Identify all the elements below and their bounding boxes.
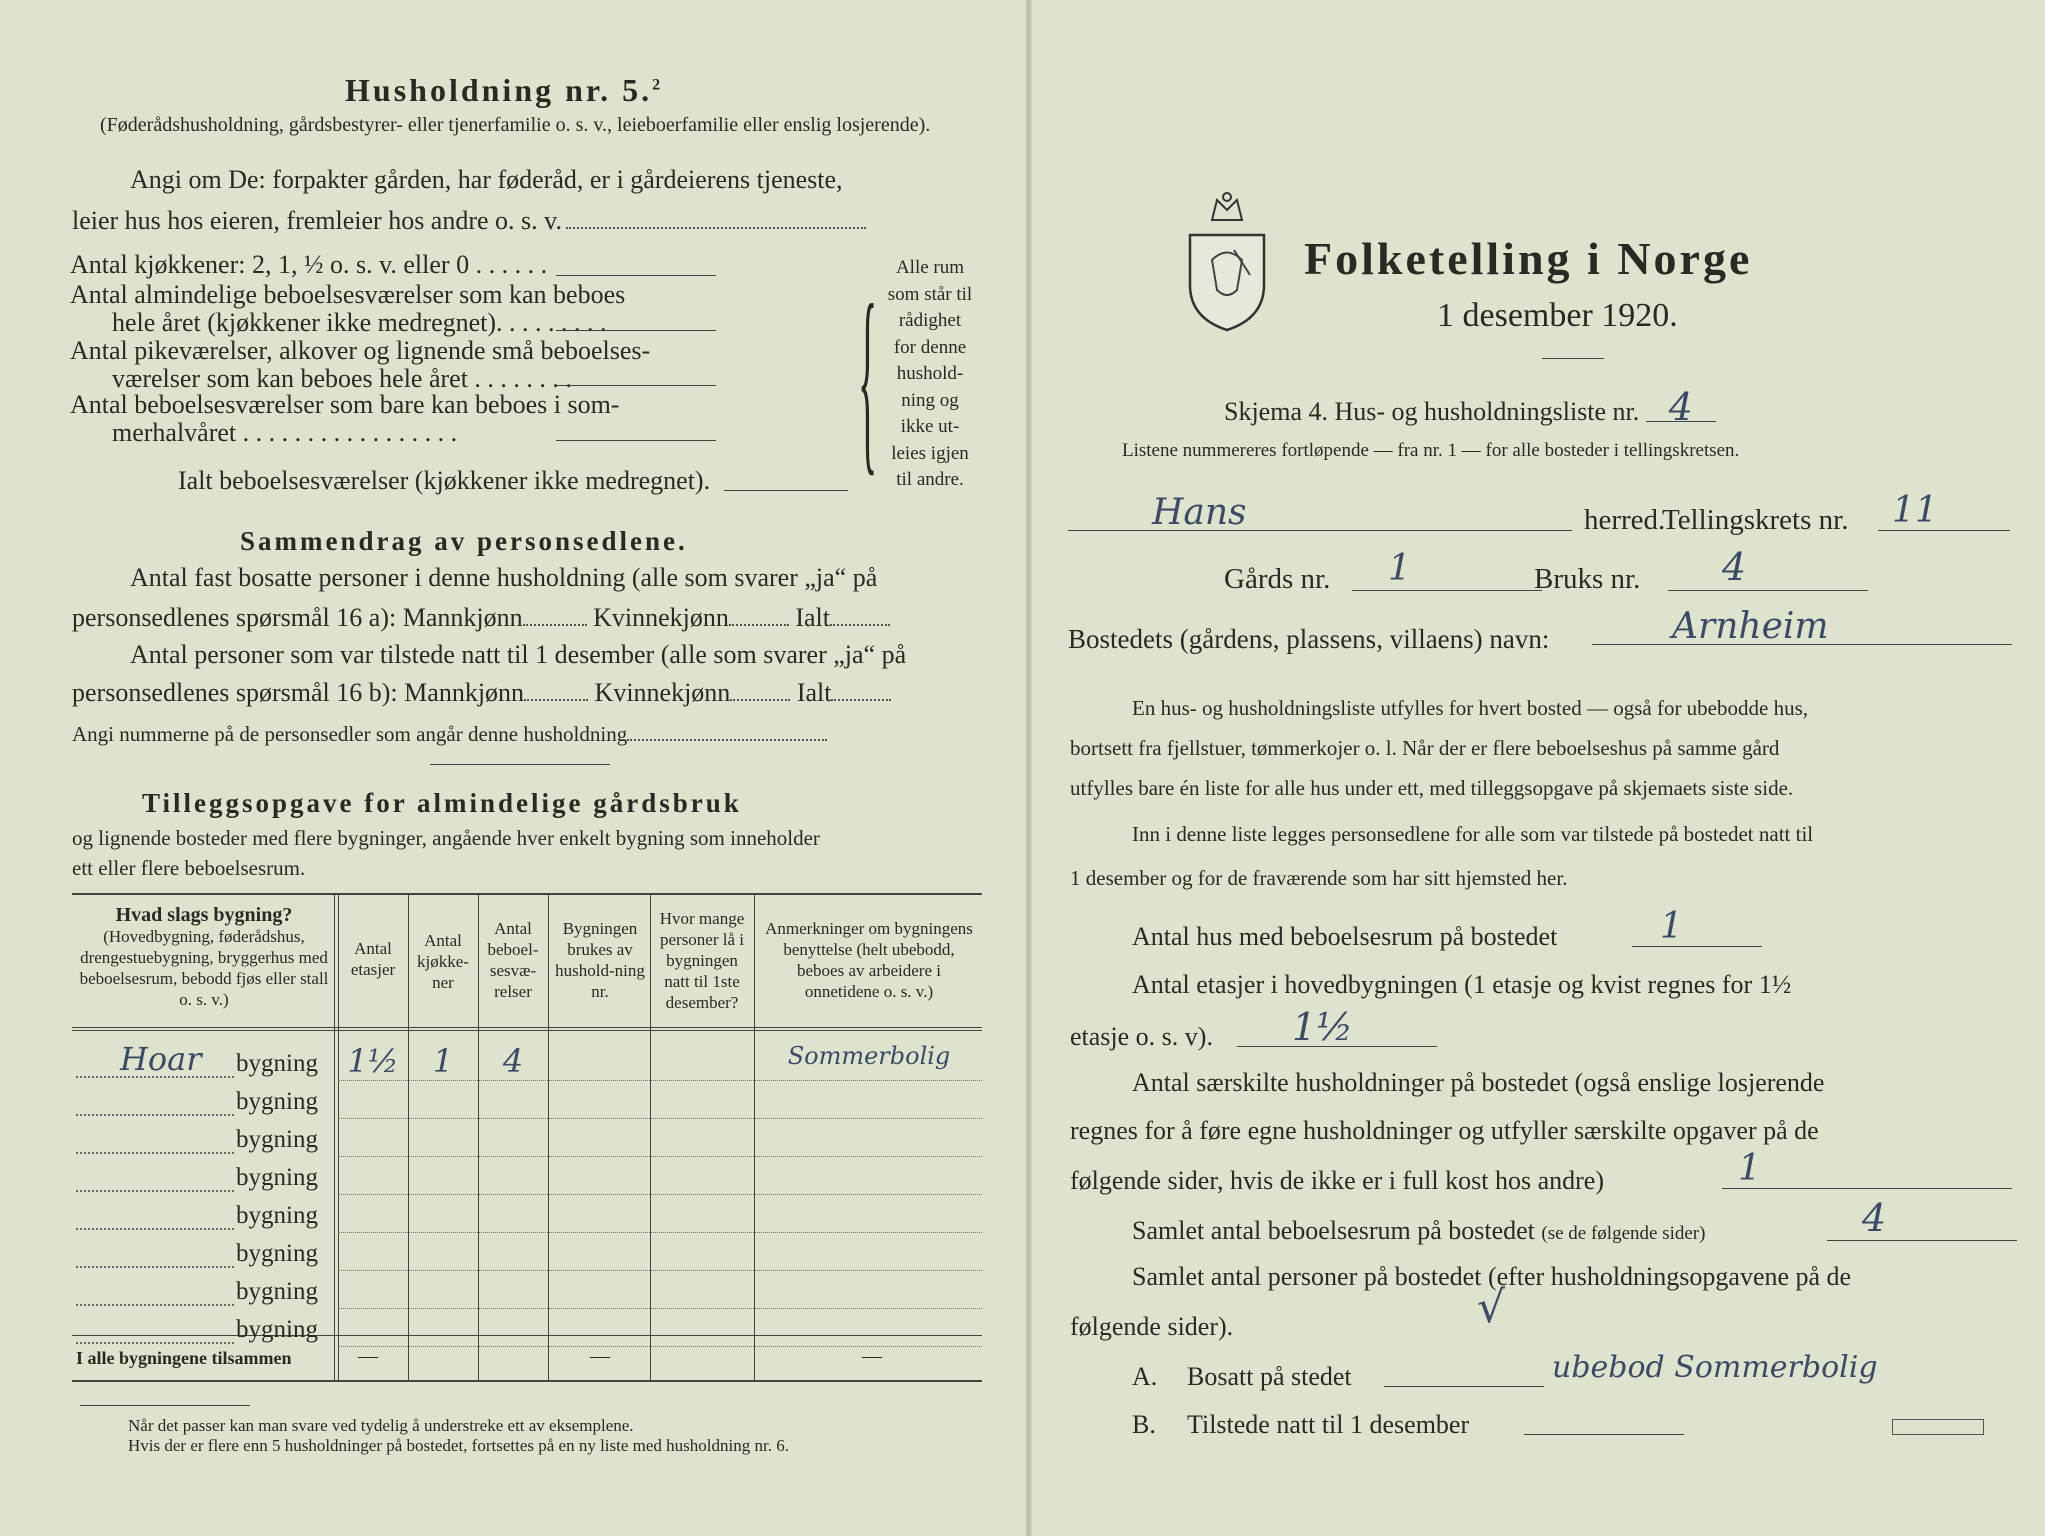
building-label: bygning bbox=[236, 1316, 318, 1343]
holding-number-label: Bruks nr. bbox=[1534, 563, 1641, 595]
maid-rooms-1: Antal pikeværelser, alkover og lignende små beboelses- bbox=[70, 336, 651, 365]
person-numbers-label: Angi nummerne på de personsedler som angår denne husholdning bbox=[72, 722, 628, 746]
total-rooms-field[interactable] bbox=[724, 490, 848, 491]
printer-stamp bbox=[1892, 1419, 1984, 1435]
female-field[interactable] bbox=[729, 624, 789, 626]
total-label: Ialt bbox=[796, 678, 832, 707]
title-footnote-mark: 2 bbox=[652, 76, 664, 94]
building-label: bygning bbox=[236, 1240, 318, 1267]
numbering-note: Listene nummereres fortløpende — fra nr. 1 — for alle bosteder i tellingskretsen. bbox=[1122, 440, 1740, 461]
present-persons-2 bbox=[72, 678, 891, 708]
district-field[interactable] bbox=[1878, 530, 2010, 531]
herred-field[interactable] bbox=[1068, 530, 1572, 531]
col-divider bbox=[334, 893, 335, 1380]
col-header-remarks: Anmerkninger om bygningens benyttelse (helt ubebodd, beboes av arbeidere i onnetidene o. s. v.) bbox=[765, 919, 973, 1001]
holding-number-value[interactable]: 4 bbox=[1722, 545, 1747, 589]
census-title: Folketelling i Norge bbox=[1304, 233, 1753, 284]
male-field[interactable] bbox=[523, 624, 587, 626]
cell-kjokkener[interactable]: 1 bbox=[432, 1042, 454, 1080]
angi-line-1: Angi om De: forpakter gården, har føderåd, er i gårdeierens tjeneste, bbox=[130, 165, 843, 194]
place-name-value[interactable]: Arnheim bbox=[1672, 606, 1829, 647]
building-type-value[interactable]: Hoar bbox=[120, 1040, 202, 1078]
rooms-total-value[interactable]: 4 bbox=[1862, 1196, 1887, 1240]
footnote-1: Når det passer kan man svare ved tydelig å understreke ett av eksemplene. bbox=[128, 1416, 634, 1435]
herred-label: herred. bbox=[1584, 504, 1666, 536]
male-label: personsedlenes spørsmål 16 b): Mannkjønn bbox=[72, 678, 525, 707]
bracket-note-line: ning og bbox=[901, 389, 959, 411]
fast-residents-2 bbox=[72, 603, 890, 633]
item-b-text: Tilstede natt til 1 desember bbox=[1187, 1410, 1470, 1439]
ordinary-rooms-field[interactable] bbox=[556, 330, 716, 331]
female-field[interactable] bbox=[730, 699, 790, 701]
rooms-total-field[interactable] bbox=[1827, 1240, 2017, 1241]
place-name-label: Bostedets (gårdens, plassens, villaens) navn: bbox=[1068, 624, 1550, 654]
col-divider bbox=[650, 893, 651, 1380]
farm-number-field[interactable] bbox=[1352, 590, 1542, 591]
bracket-note-line: rådighet bbox=[898, 310, 962, 331]
place-name-field[interactable] bbox=[1592, 644, 2012, 645]
footnote-rule bbox=[80, 1405, 250, 1406]
title-divider bbox=[1542, 358, 1604, 359]
section-divider bbox=[430, 764, 610, 765]
cell-etasjer[interactable]: 1½ bbox=[347, 1042, 399, 1080]
instruction-4: Inn i denne liste legges personsedlene for alle som var tilstede på bostedet natt til bbox=[1132, 822, 1814, 846]
floors-line-2: etasje o. s. v). bbox=[1070, 1022, 1213, 1051]
households-line-1: Antal særskilte husholdninger på bostedet (også enslige losjerende bbox=[1132, 1068, 1825, 1097]
check-mark: √ bbox=[1477, 1282, 1506, 1333]
households-line-3: følgende sider, hvis de ikke er i full kost hos andre) bbox=[1070, 1166, 1604, 1195]
rooms-total-note: (se de følgende sider) bbox=[1541, 1223, 1706, 1244]
cell-anm[interactable]: Sommerbolig bbox=[787, 1042, 951, 1070]
item-a-text: Bosatt på stedet bbox=[1187, 1362, 1352, 1391]
building-type-field[interactable] bbox=[76, 1114, 234, 1116]
total-label: Ialt bbox=[795, 603, 831, 632]
bracket-note-line: til andre. bbox=[896, 469, 964, 490]
cell-vaerelser[interactable]: 4 bbox=[502, 1042, 524, 1080]
rooms-total-line bbox=[1132, 1216, 1705, 1246]
summary-title: Sammendrag av personsedlene. bbox=[240, 526, 688, 556]
summer-rooms-2: merhalvåret . . . . . . . . . . . . . . . . . bbox=[112, 418, 458, 447]
persons-total-line-2: følgende sider). bbox=[1070, 1312, 1234, 1341]
bracket-note-line: leies igjen bbox=[891, 442, 969, 464]
building-label: bygning bbox=[236, 1050, 318, 1077]
instruction-1: En hus- og husholdningsliste utfylles for hvert bosted — også for ubebodde hus, bbox=[1132, 696, 1808, 720]
item-a-field[interactable] bbox=[1384, 1386, 1544, 1387]
instruction-5: 1 desember og for de fraværende som har sitt hjemsted her. bbox=[1070, 866, 1568, 890]
houses-label: Antal hus med beboelsesrum på bostedet bbox=[1132, 922, 1558, 951]
total-mark: — bbox=[358, 1345, 378, 1367]
female-label: Kvinnekjønn bbox=[593, 603, 729, 632]
right-page bbox=[1032, 0, 2045, 1536]
instruction-2: bortsett fra fjellstuer, tømmerkojer o. l. Når der er flere beboelseshus på samme gård bbox=[1070, 736, 1780, 760]
col-header-kitchens: Antal kjøkke-ner bbox=[417, 931, 469, 992]
building-type-field[interactable] bbox=[76, 1304, 234, 1306]
col-divider bbox=[754, 893, 755, 1380]
table-header-rule bbox=[72, 1027, 982, 1028]
kitchens-field[interactable] bbox=[556, 275, 716, 276]
total-mark: — bbox=[590, 1345, 610, 1367]
household-note: (Føderådshusholdning, gårdsbestyrer- eller tjenerfamilie o. s. v., leieboerfamilie eller enslig losjerende). bbox=[100, 114, 931, 136]
district-label: Tellingskrets nr. bbox=[1662, 504, 1849, 536]
houses-value[interactable]: 1 bbox=[1660, 906, 1683, 947]
building-type-field[interactable] bbox=[76, 1076, 234, 1078]
col-header-floors: Antal etasjer bbox=[350, 939, 396, 979]
male-field[interactable] bbox=[524, 699, 588, 701]
building-type-field[interactable] bbox=[76, 1266, 234, 1268]
footnote-2: Hvis der er flere enn 5 husholdninger på bostedet, fortsettes på en ny liste med husholdning nr. 6. bbox=[128, 1436, 789, 1455]
herred-value[interactable]: Hans bbox=[1152, 492, 1247, 533]
building-label: bygning bbox=[236, 1278, 318, 1305]
household-title bbox=[345, 72, 663, 109]
maid-rooms-field[interactable] bbox=[556, 385, 716, 386]
holding-number-field[interactable] bbox=[1668, 590, 1868, 591]
row-rule bbox=[338, 1118, 982, 1119]
bracket-note-line: Alle rum bbox=[895, 257, 965, 278]
row-rule bbox=[338, 1346, 982, 1347]
person-numbers-field[interactable] bbox=[627, 739, 827, 741]
table-bottom-rule bbox=[72, 1380, 982, 1382]
col-header-persons: Hvor mange personer lå i bygningen natt til 1ste desember? bbox=[659, 909, 745, 1012]
table-top-rule bbox=[72, 893, 982, 895]
bracket-note bbox=[880, 255, 980, 494]
total-field[interactable] bbox=[830, 624, 890, 626]
households-line-2: regnes for å føre egne husholdninger og utfyller særskilte opgaver på de bbox=[1070, 1116, 1819, 1145]
building-label: bygning bbox=[236, 1164, 318, 1191]
table-header-rule bbox=[72, 1030, 982, 1031]
supplement-line-1: og lignende bosteder med flere bygninger, angående hver enkelt bygning som inneholder bbox=[72, 826, 820, 850]
col-header-household: Bygningen brukes av hushold-ning nr. bbox=[555, 919, 645, 1001]
district-value[interactable]: 11 bbox=[1892, 490, 1938, 531]
summer-rooms-field[interactable] bbox=[556, 440, 716, 441]
household-title-text: Husholdning nr. 5. bbox=[345, 72, 653, 108]
angi-line-2-text: leier hus hos eieren, fremleier hos andre o. s. v. bbox=[72, 206, 562, 235]
total-field[interactable] bbox=[831, 699, 891, 701]
item-b-field[interactable] bbox=[1524, 1434, 1684, 1435]
floors-field[interactable] bbox=[1237, 1046, 1437, 1047]
person-numbers-line bbox=[72, 722, 827, 747]
building-type-field[interactable] bbox=[76, 1342, 234, 1344]
angi-answer-field[interactable] bbox=[566, 227, 866, 229]
present-persons-1: Antal personer som var tilstede natt til 1 desember (alle som svarer „ja“ på bbox=[130, 640, 907, 669]
col-header-rooms: Antal beboel-sesvæ-relser bbox=[487, 919, 539, 1001]
floors-line-1: Antal etasjer i hovedbygningen (1 etasje og kvist regnes for 1½ bbox=[1132, 970, 1792, 999]
item-a-label: A. bbox=[1132, 1362, 1158, 1391]
building-type-field[interactable] bbox=[76, 1190, 234, 1192]
item-b-label: B. bbox=[1132, 1410, 1156, 1439]
male-label: personsedlenes spørsmål 16 a): Mannkjønn bbox=[72, 603, 523, 632]
row-rule bbox=[338, 1308, 982, 1309]
row-rule bbox=[338, 1080, 982, 1081]
fast-residents-1: Antal fast bosatte personer i denne husholdning (alle som svarer „ja“ på bbox=[130, 563, 878, 592]
rooms-total-label: Samlet antal beboelsesrum på bostedet bbox=[1132, 1216, 1535, 1245]
list-number-field[interactable]: 4 bbox=[1646, 393, 1716, 422]
persons-total-line-1: Samlet antal personer på bostedet (efter husholdningsopgavene på de bbox=[1132, 1262, 1852, 1291]
building-label: bygning bbox=[236, 1088, 318, 1115]
building-type-field[interactable] bbox=[76, 1152, 234, 1154]
bracket-note-line: som står til bbox=[887, 283, 973, 305]
col-divider bbox=[338, 893, 339, 1380]
col-header-type bbox=[76, 905, 332, 1010]
row-rule bbox=[338, 1270, 982, 1271]
col-divider bbox=[478, 893, 479, 1380]
table-total-rule bbox=[72, 1335, 982, 1336]
maid-rooms-2: værelser som kan beboes hele året . . . . . . . . bbox=[112, 364, 572, 393]
total-rooms-label: Ialt beboelsesværelser (kjøkkener ikke medregnet). bbox=[178, 466, 711, 495]
schedule-line bbox=[1224, 385, 1716, 429]
households-field[interactable] bbox=[1722, 1188, 2012, 1189]
supplement-line-2: ett eller flere beboelsesrum. bbox=[72, 856, 306, 880]
row-rule bbox=[338, 1232, 982, 1233]
summer-rooms-1: Antal beboelsesværelser som bare kan beboes i som- bbox=[70, 390, 620, 419]
bracket-note-line: hushold- bbox=[896, 363, 964, 384]
angi-line-2 bbox=[72, 206, 866, 236]
bracket-note-line: for denne bbox=[893, 336, 967, 358]
bracket-brace: { bbox=[858, 260, 878, 495]
instruction-3: utfylles bare én liste for alle hus under ett, med tilleggsopgave på skjemaets siste side. bbox=[1070, 776, 1794, 800]
farm-number-label: Gårds nr. bbox=[1224, 563, 1331, 595]
schedule-label: Skjema 4. Hus- og husholdningsliste nr. bbox=[1224, 397, 1640, 426]
ordinary-rooms-1: Antal almindelige beboelsesværelser som kan beboes bbox=[70, 280, 626, 309]
row-rule bbox=[338, 1194, 982, 1195]
ordinary-rooms-2: hele året (kjøkkener ikke medregnet). . . . . . . . . bbox=[112, 308, 607, 337]
supplement-title: Tilleggsopgave for almindelige gårdsbruk bbox=[142, 788, 742, 818]
farm-number-value[interactable]: 1 bbox=[1388, 548, 1411, 589]
col-divider bbox=[548, 893, 549, 1380]
building-label: bygning bbox=[236, 1126, 318, 1153]
item-a-value[interactable]: ubebod Sommerbolig bbox=[1552, 1350, 1878, 1385]
total-row-label: I alle bygningene tilsammen bbox=[76, 1348, 292, 1368]
building-type-field[interactable] bbox=[76, 1228, 234, 1230]
households-value[interactable]: 1 bbox=[1738, 1148, 1761, 1189]
female-label: Kvinnekjønn bbox=[594, 678, 731, 707]
total-mark: — bbox=[862, 1345, 882, 1367]
col-header-type-title: Hvad slags bygning? bbox=[115, 904, 293, 926]
row-rule bbox=[338, 1156, 982, 1157]
coat-of-arms-icon bbox=[1182, 190, 1272, 332]
col-header-type-note: (Hovedbygning, føderådshus, drengestuebygning, bryggerhus med beboelsesrum, bebodd fjøs eller stall o. s. v.) bbox=[79, 927, 329, 1009]
census-date: 1 desember 1920. bbox=[1437, 297, 1678, 334]
building-label: bygning bbox=[236, 1202, 318, 1229]
bracket-note-line: ikke ut- bbox=[900, 416, 960, 437]
floors-value[interactable]: 1½ bbox=[1292, 1005, 1354, 1049]
houses-field[interactable] bbox=[1632, 946, 1762, 947]
kitchens-label: Antal kjøkkener: 2, 1, ½ o. s. v. eller 0 . . . . . . bbox=[70, 250, 548, 279]
col-divider bbox=[408, 893, 409, 1380]
